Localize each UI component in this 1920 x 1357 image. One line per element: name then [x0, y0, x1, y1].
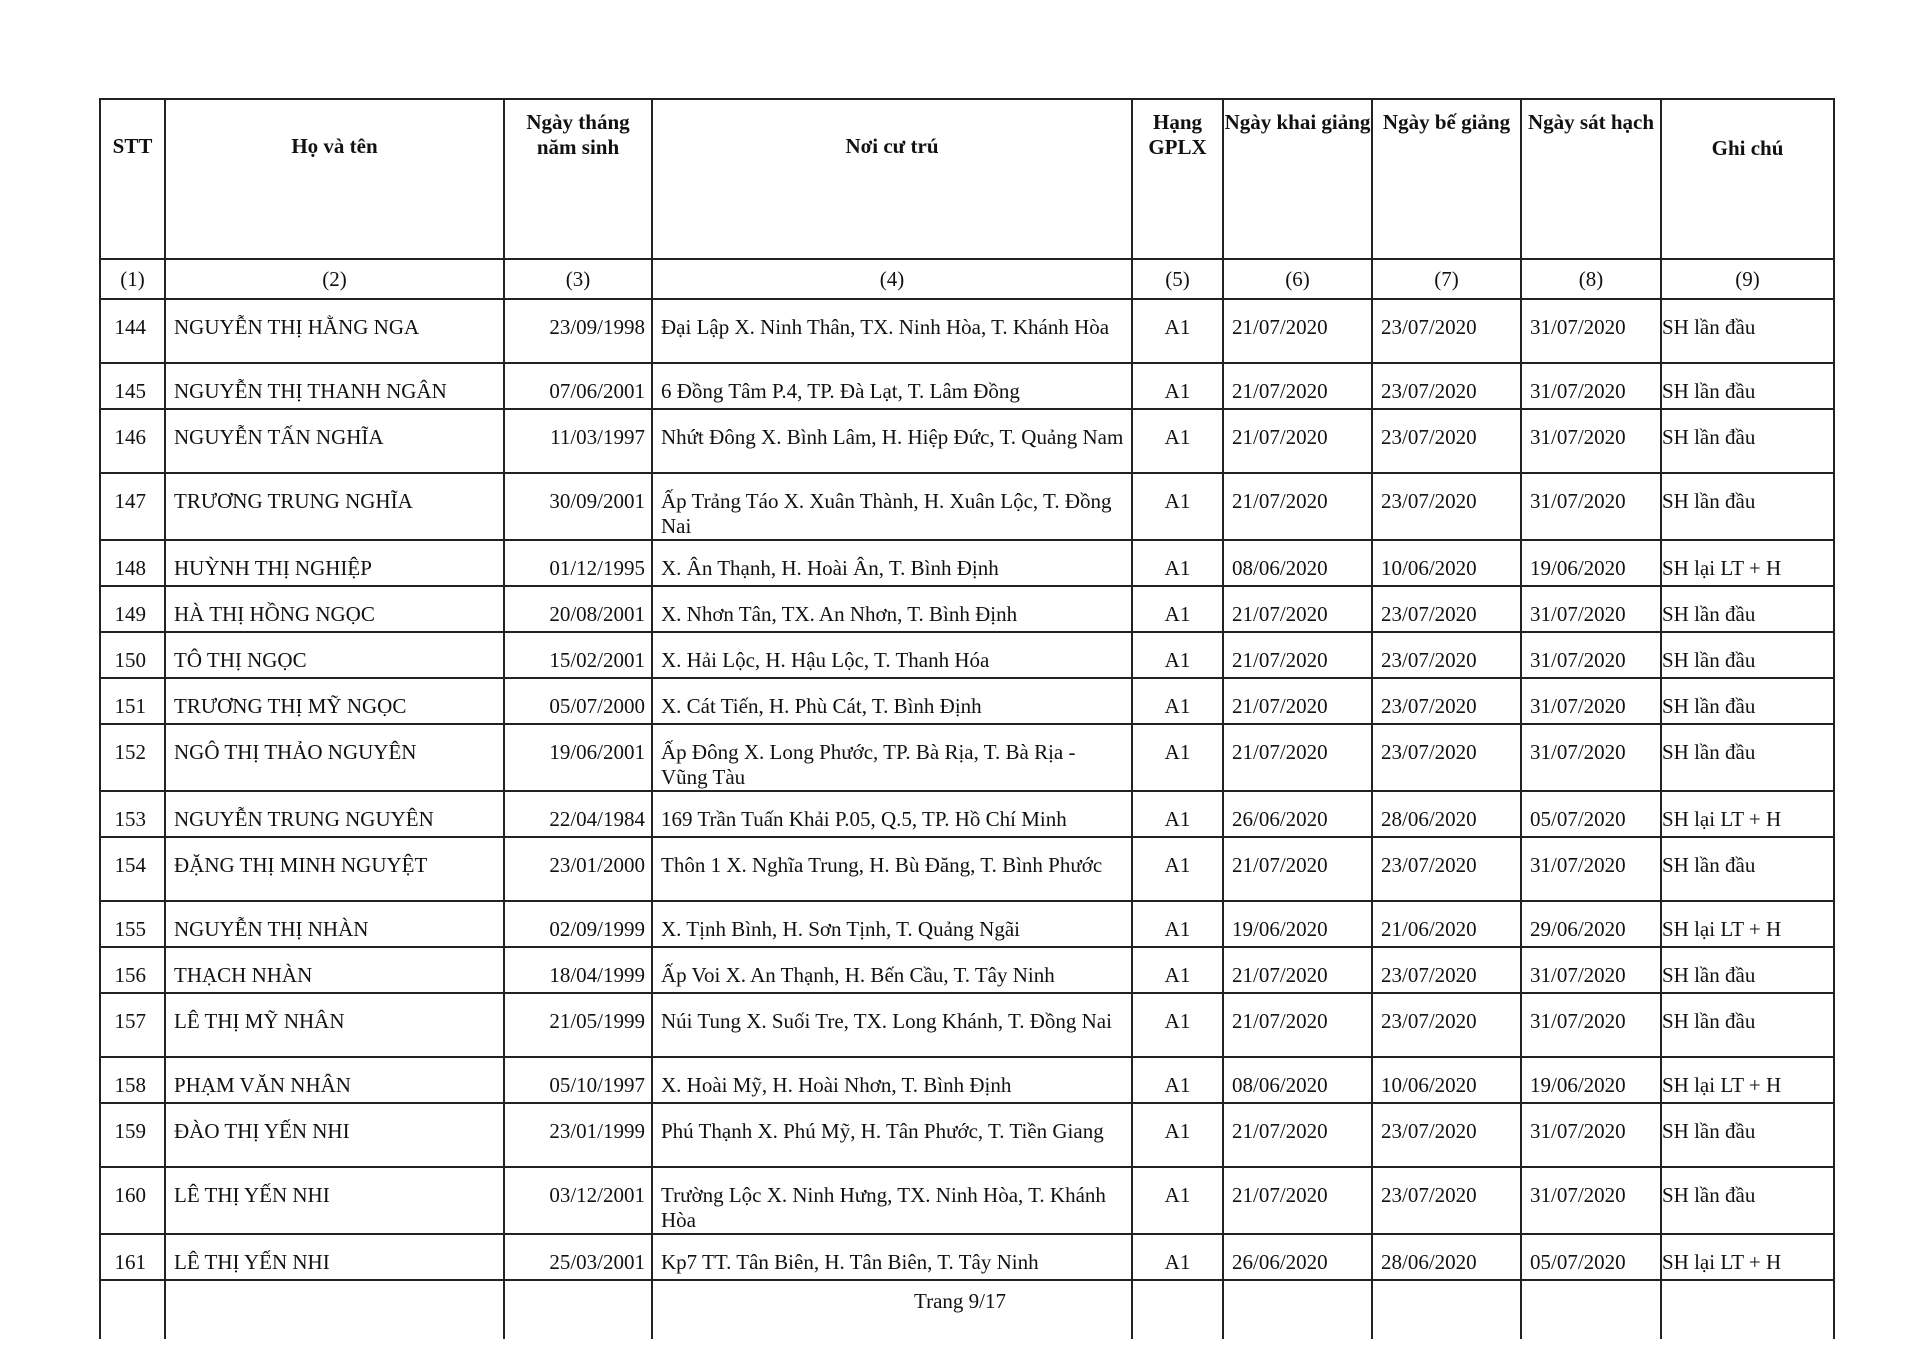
cell-dob: 01/12/1995 [504, 540, 652, 586]
cell-license-class: A1 [1132, 947, 1223, 993]
header-end-date: Ngày bế giảng [1372, 99, 1521, 259]
cell-start-date: 21/07/2020 [1223, 299, 1372, 363]
cell-name: NGUYỄN TẤN NGHĨA [165, 409, 504, 473]
cell-license-class: A1 [1132, 363, 1223, 409]
cell-start-date: 21/07/2020 [1223, 363, 1372, 409]
cell-address: 169 Trần Tuấn Khải P.05, Q.5, TP. Hồ Chí Minh [652, 791, 1132, 837]
cell-name: HUỲNH THỊ NGHIỆP [165, 540, 504, 586]
cell-dob: 19/06/2001 [504, 724, 652, 791]
cell-end-date: 23/07/2020 [1372, 632, 1521, 678]
cell-stt: 156 [100, 947, 165, 993]
cell-start-date: 26/06/2020 [1223, 791, 1372, 837]
cell-address: Thôn 1 X. Nghĩa Trung, H. Bù Đăng, T. Bình Phước [652, 837, 1132, 901]
cell-dob: 03/12/2001 [504, 1167, 652, 1234]
column-number: (2) [165, 259, 504, 299]
cell-dob: 18/04/1999 [504, 947, 652, 993]
cell-note: SH lại LT + H [1661, 1057, 1834, 1103]
cell-dob: 25/03/2001 [504, 1234, 652, 1280]
cell-address: Kp7 TT. Tân Biên, H. Tân Biên, T. Tây Ninh [652, 1234, 1132, 1280]
cell-stt: 159 [100, 1103, 165, 1167]
column-number: (1) [100, 259, 165, 299]
cell-exam-date: 31/07/2020 [1521, 363, 1661, 409]
cell-note: SH lại LT + H [1661, 540, 1834, 586]
table-row [100, 632, 1834, 678]
header-note: Ghi chú [1661, 99, 1834, 259]
table-row [100, 299, 1834, 363]
column-number: (3) [504, 259, 652, 299]
cell-exam-date: 29/06/2020 [1521, 901, 1661, 947]
column-number: (5) [1132, 259, 1223, 299]
table-row [100, 473, 1834, 540]
cell-dob: 23/01/2000 [504, 837, 652, 901]
cell-note: SH lại LT + H [1661, 791, 1834, 837]
cell-start-date: 08/06/2020 [1223, 540, 1372, 586]
cell-address: Đại Lập X. Ninh Thân, TX. Ninh Hòa, T. Khánh Hòa [652, 299, 1132, 363]
cell-license-class: A1 [1132, 409, 1223, 473]
column-number: (9) [1661, 259, 1834, 299]
cell-end-date: 23/07/2020 [1372, 724, 1521, 791]
cell-address: X. Ân Thạnh, H. Hoài Ân, T. Bình Định [652, 540, 1132, 586]
cell-note: SH lần đầu [1661, 299, 1834, 363]
cell-license-class: A1 [1132, 299, 1223, 363]
cell-address: X. Hải Lộc, H. Hậu Lộc, T. Thanh Hóa [652, 632, 1132, 678]
table-row [100, 586, 1834, 632]
table-row [100, 409, 1834, 473]
cell-address: Ấp Đông X. Long Phước, TP. Bà Rịa, T. Bà Rịa - Vũng Tàu [652, 724, 1132, 791]
cell-start-date: 21/07/2020 [1223, 409, 1372, 473]
column-number: (4) [652, 259, 1132, 299]
cell-stt: 150 [100, 632, 165, 678]
cell-dob: 02/09/1999 [504, 901, 652, 947]
cell-exam-date: 31/07/2020 [1521, 632, 1661, 678]
cell-note: SH lần đầu [1661, 678, 1834, 724]
cell-name: NGÔ THỊ THẢO NGUYÊN [165, 724, 504, 791]
cell-address: Trường Lộc X. Ninh Hưng, TX. Ninh Hòa, T. Khánh Hòa [652, 1167, 1132, 1234]
cell-dob: 23/09/1998 [504, 299, 652, 363]
cell-start-date: 19/06/2020 [1223, 901, 1372, 947]
cell-stt: 145 [100, 363, 165, 409]
cell-stt: 154 [100, 837, 165, 901]
student-list-sheet [99, 98, 1833, 1339]
cell-stt: 149 [100, 586, 165, 632]
cell-end-date: 23/07/2020 [1372, 993, 1521, 1057]
cell-address: Phú Thạnh X. Phú Mỹ, H. Tân Phước, T. Tiền Giang [652, 1103, 1132, 1167]
cell-name: TÔ THỊ NGỌC [165, 632, 504, 678]
cell-stt: 152 [100, 724, 165, 791]
table-row [100, 724, 1834, 791]
cell-name: NGUYỄN THỊ HẰNG NGA [165, 299, 504, 363]
table-row [100, 947, 1834, 993]
cell-name: PHẠM VĂN NHÂN [165, 1057, 504, 1103]
cell-end-date: 23/07/2020 [1372, 678, 1521, 724]
cell-exam-date: 31/07/2020 [1521, 1167, 1661, 1234]
header-name: Họ và tên [165, 99, 504, 259]
cell-dob: 05/07/2000 [504, 678, 652, 724]
cell-note: SH lần đầu [1661, 993, 1834, 1057]
table-row [100, 901, 1834, 947]
cell-license-class: A1 [1132, 1234, 1223, 1280]
column-number: (8) [1521, 259, 1661, 299]
cell-license-class: A1 [1132, 1103, 1223, 1167]
column-number-row [100, 259, 1834, 299]
cell-start-date: 21/07/2020 [1223, 947, 1372, 993]
column-number: (7) [1372, 259, 1521, 299]
cell-start-date: 08/06/2020 [1223, 1057, 1372, 1103]
table-row [100, 837, 1834, 901]
cell-stt: 144 [100, 299, 165, 363]
cell-address: Ấp Trảng Táo X. Xuân Thành, H. Xuân Lộc, T. Đồng Nai [652, 473, 1132, 540]
cell-end-date: 10/06/2020 [1372, 1057, 1521, 1103]
cell-exam-date: 05/07/2020 [1521, 791, 1661, 837]
cell-name: ĐÀO THỊ YẾN NHI [165, 1103, 504, 1167]
cell-end-date: 23/07/2020 [1372, 1167, 1521, 1234]
header-start-date: Ngày khai giảng [1223, 99, 1372, 259]
cell-license-class: A1 [1132, 724, 1223, 791]
cell-name: THẠCH NHÀN [165, 947, 504, 993]
cell-dob: 23/01/1999 [504, 1103, 652, 1167]
cell-address: 6 Đồng Tâm P.4, TP. Đà Lạt, T. Lâm Đồng [652, 363, 1132, 409]
cell-license-class: A1 [1132, 1167, 1223, 1234]
header-dob: Ngày tháng năm sinh [504, 99, 652, 259]
cell-stt: 147 [100, 473, 165, 540]
cell-start-date: 26/06/2020 [1223, 1234, 1372, 1280]
cell-license-class: A1 [1132, 901, 1223, 947]
cell-exam-date: 31/07/2020 [1521, 409, 1661, 473]
cell-exam-date: 31/07/2020 [1521, 724, 1661, 791]
cell-exam-date: 31/07/2020 [1521, 586, 1661, 632]
table-row [100, 1103, 1834, 1167]
cell-stt: 155 [100, 901, 165, 947]
cell-start-date: 21/07/2020 [1223, 1167, 1372, 1234]
cell-note: SH lần đầu [1661, 837, 1834, 901]
cell-note: SH lần đầu [1661, 632, 1834, 678]
cell-exam-date: 31/07/2020 [1521, 947, 1661, 993]
page-number: Trang 9/17 [914, 1289, 1006, 1313]
column-number: (6) [1223, 259, 1372, 299]
cell-name: ĐẶNG THỊ MINH NGUYỆT [165, 837, 504, 901]
cell-license-class: A1 [1132, 791, 1223, 837]
cell-license-class: A1 [1132, 540, 1223, 586]
cell-note: SH lần đầu [1661, 1103, 1834, 1167]
cell-exam-date: 31/07/2020 [1521, 299, 1661, 363]
cell-note: SH lần đầu [1661, 586, 1834, 632]
cell-note: SH lại LT + H [1661, 1234, 1834, 1280]
cell-address: Nhứt Đông X. Bình Lâm, H. Hiệp Đức, T. Quảng Nam [652, 409, 1132, 473]
cell-end-date: 23/07/2020 [1372, 363, 1521, 409]
cell-end-date: 23/07/2020 [1372, 299, 1521, 363]
cell-note: SH lần đầu [1661, 724, 1834, 791]
table-row [100, 1057, 1834, 1103]
cell-end-date: 28/06/2020 [1372, 791, 1521, 837]
cell-stt: 157 [100, 993, 165, 1057]
cell-exam-date: 19/06/2020 [1521, 540, 1661, 586]
cell-dob: 21/05/1999 [504, 993, 652, 1057]
cell-end-date: 28/06/2020 [1372, 1234, 1521, 1280]
cell-stt: 153 [100, 791, 165, 837]
cell-note: SH lần đầu [1661, 1167, 1834, 1234]
table-row [100, 678, 1834, 724]
cell-note: SH lần đầu [1661, 473, 1834, 540]
header-license-class: Hạng GPLX [1132, 99, 1223, 259]
cell-license-class: A1 [1132, 586, 1223, 632]
cell-note: SH lại LT + H [1661, 901, 1834, 947]
cell-note: SH lần đầu [1661, 363, 1834, 409]
cell-dob: 07/06/2001 [504, 363, 652, 409]
cell-end-date: 21/06/2020 [1372, 901, 1521, 947]
cell-end-date: 23/07/2020 [1372, 409, 1521, 473]
header-exam-date: Ngày sát hạch [1521, 99, 1661, 259]
cell-start-date: 21/07/2020 [1223, 724, 1372, 791]
cell-exam-date: 05/07/2020 [1521, 1234, 1661, 1280]
table-row [100, 993, 1834, 1057]
student-table [99, 98, 1835, 1339]
table-row [100, 363, 1834, 409]
cell-stt: 151 [100, 678, 165, 724]
cell-name: LÊ THỊ MỸ NHÂN [165, 993, 504, 1057]
cell-address: X. Nhơn Tân, TX. An Nhơn, T. Bình Định [652, 586, 1132, 632]
cell-license-class: A1 [1132, 993, 1223, 1057]
cell-name: NGUYỄN THỊ NHÀN [165, 901, 504, 947]
cell-end-date: 23/07/2020 [1372, 1103, 1521, 1167]
cell-address: Ấp Voi X. An Thạnh, H. Bến Cầu, T. Tây Ninh [652, 947, 1132, 993]
cell-exam-date: 31/07/2020 [1521, 678, 1661, 724]
cell-name: NGUYỄN THỊ THANH NGÂN [165, 363, 504, 409]
cell-end-date: 23/07/2020 [1372, 947, 1521, 993]
cell-exam-date: 31/07/2020 [1521, 993, 1661, 1057]
cell-end-date: 23/07/2020 [1372, 586, 1521, 632]
table-row [100, 791, 1834, 837]
cell-dob: 20/08/2001 [504, 586, 652, 632]
cell-dob: 15/02/2001 [504, 632, 652, 678]
header-stt: STT [100, 99, 165, 259]
cell-dob: 22/04/1984 [504, 791, 652, 837]
cell-start-date: 21/07/2020 [1223, 993, 1372, 1057]
header-row [100, 99, 1834, 259]
table-row [100, 540, 1834, 586]
cell-license-class: A1 [1132, 678, 1223, 724]
cell-name: NGUYỄN TRUNG NGUYÊN [165, 791, 504, 837]
cell-stt: 148 [100, 540, 165, 586]
cell-exam-date: 19/06/2020 [1521, 1057, 1661, 1103]
cell-stt: 146 [100, 409, 165, 473]
cell-note: SH lần đầu [1661, 409, 1834, 473]
cell-name: LÊ THỊ YẾN NHI [165, 1167, 504, 1234]
cell-stt: 160 [100, 1167, 165, 1234]
table-row [100, 1234, 1834, 1280]
cell-exam-date: 31/07/2020 [1521, 1103, 1661, 1167]
cell-exam-date: 31/07/2020 [1521, 837, 1661, 901]
cell-address: X. Hoài Mỹ, H. Hoài Nhơn, T. Bình Định [652, 1057, 1132, 1103]
cell-address: Núi Tung X. Suối Tre, TX. Long Khánh, T. Đồng Nai [652, 993, 1132, 1057]
cell-note: SH lần đầu [1661, 947, 1834, 993]
cell-license-class: A1 [1132, 473, 1223, 540]
cell-stt: 161 [100, 1234, 165, 1280]
cell-end-date: 23/07/2020 [1372, 473, 1521, 540]
cell-end-date: 10/06/2020 [1372, 540, 1521, 586]
cell-end-date: 23/07/2020 [1372, 837, 1521, 901]
cell-dob: 30/09/2001 [504, 473, 652, 540]
cell-name: HÀ THỊ HỒNG NGỌC [165, 586, 504, 632]
cell-start-date: 21/07/2020 [1223, 632, 1372, 678]
cell-license-class: A1 [1132, 1057, 1223, 1103]
cell-license-class: A1 [1132, 837, 1223, 901]
cell-stt: 158 [100, 1057, 165, 1103]
cell-name: LÊ THỊ YẾN NHI [165, 1234, 504, 1280]
cell-name: TRƯƠNG TRUNG NGHĨA [165, 473, 504, 540]
cell-name: TRƯƠNG THỊ MỸ NGỌC [165, 678, 504, 724]
cell-dob: 05/10/1997 [504, 1057, 652, 1103]
cell-license-class: A1 [1132, 632, 1223, 678]
cell-start-date: 21/07/2020 [1223, 586, 1372, 632]
table-row [100, 1167, 1834, 1234]
cell-address: X. Cát Tiến, H. Phù Cát, T. Bình Định [652, 678, 1132, 724]
cell-start-date: 21/07/2020 [1223, 1103, 1372, 1167]
cell-start-date: 21/07/2020 [1223, 837, 1372, 901]
cell-address: X. Tịnh Bình, H. Sơn Tịnh, T. Quảng Ngãi [652, 901, 1132, 947]
header-address: Nơi cư trú [652, 99, 1132, 259]
cell-exam-date: 31/07/2020 [1521, 473, 1661, 540]
cell-start-date: 21/07/2020 [1223, 678, 1372, 724]
cell-start-date: 21/07/2020 [1223, 473, 1372, 540]
cell-dob: 11/03/1997 [504, 409, 652, 473]
